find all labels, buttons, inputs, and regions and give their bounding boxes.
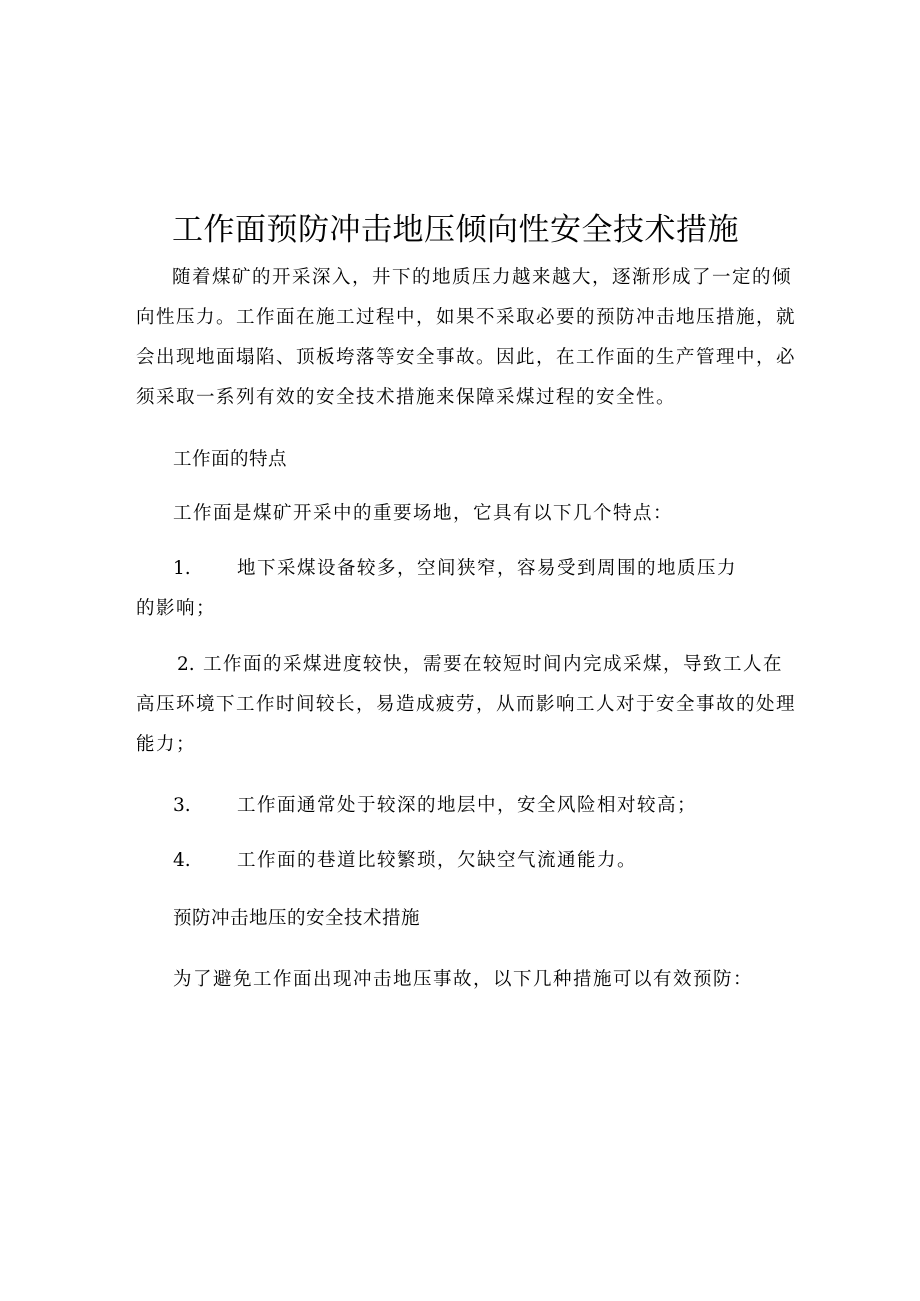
list-item-line: 高压环境下工作时间较长，易造成疲劳，从而影响工人对于安全事故的处理 (136, 694, 797, 715)
section-heading-measures: 预防冲击地压的安全技术措施 (173, 908, 421, 929)
list-item-number: 1. (173, 558, 191, 579)
list-item-number: 2. (177, 654, 195, 675)
document-title: 工作面预防冲击地压倾向性安全技术措施 (172, 212, 739, 248)
list-item-text: 地下采煤设备较多，空间狭窄，容易受到周围的地质压力 (237, 558, 738, 579)
intro-line: 须采取一系列有效的安全技术措施来保障采煤过程的安全性。 (136, 387, 677, 408)
list-item-1-continuation: 的影响； (136, 598, 217, 619)
intro-line: 会出现地面塌陷、顶板垮落等安全事故。因此，在工作面的生产管理中，必 (136, 347, 797, 368)
list-item-text: 工作面通常处于较深的地层中，安全风险相对较高； (237, 795, 698, 816)
list-item-line: 能力； (136, 734, 197, 755)
list-item-line (136, 645, 796, 685)
list-item-1 (173, 549, 737, 589)
list-item-number: 4. (173, 850, 191, 871)
measures-lead-paragraph: 为了避免工作面出现冲击地压事故，以下几种措施可以有效预防： (173, 969, 754, 990)
features-lead-paragraph: 工作面是煤矿开采中的重要场地，它具有以下几个特点： (173, 503, 674, 524)
list-item-text: 工作面的巷道比较繁琐，欠缺空气流通能力。 (237, 850, 638, 871)
intro-line: 随着煤矿的开采深入，井下的地质压力越来越大，逐渐形成了一定的倾 (172, 267, 793, 288)
list-item-3 (173, 786, 697, 826)
list-item-2 (136, 645, 796, 765)
intro-paragraph (136, 258, 796, 418)
intro-line: 向性压力。工作面在施工过程中，如果不采取必要的预防冲击地压措施，就 (136, 307, 797, 328)
section-heading-features: 工作面的特点 (173, 449, 288, 470)
list-item-4 (173, 841, 637, 881)
list-item-text: 工作面的采煤进度较快，需要在较短时间内完成采煤，导致工人在 (203, 654, 784, 675)
list-item-number: 3. (173, 795, 191, 816)
